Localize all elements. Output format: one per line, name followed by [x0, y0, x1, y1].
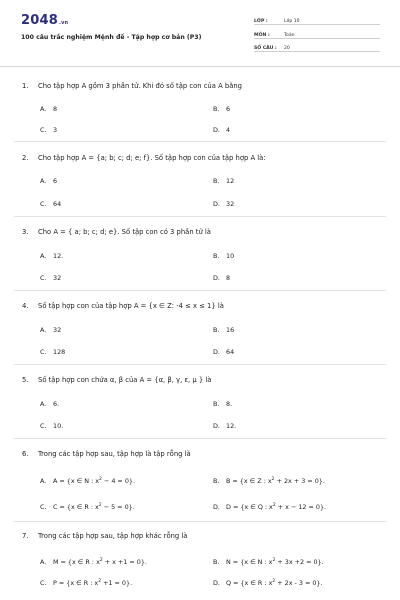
option-c[interactable]: C. 3 [40, 126, 58, 134]
option-c[interactable]: C. C = {x ∈ R : $x^2 - 5 = 0$}. [40, 503, 135, 512]
option-c[interactable]: C. 10. [40, 422, 64, 430]
option-b[interactable]: B. 12 [213, 177, 235, 185]
header-divider [0, 66, 400, 67]
option-d[interactable]: D. D = {x ∈ Q : $x^2 + x - 12 = 0$}. [213, 503, 327, 512]
question-text: 5. Số tập hợp con chứa α, β của A = {α, β, γ, ε, μ } là [22, 376, 212, 384]
option-d[interactable]: D. 8 [213, 274, 231, 282]
meta-row-socau: SỐ CÂU : 20 [254, 41, 380, 52]
meta-row-lop: LỚP : Lớp 10 [254, 14, 380, 25]
option-a[interactable]: A. 6 [40, 177, 58, 185]
document-meta [254, 14, 380, 55]
option-b[interactable]: B. 8. [213, 400, 233, 408]
question-divider [14, 141, 386, 142]
option-b[interactable]: B. N = {x ∈ N : $x^2 + 3x +2 = 0$}. [213, 558, 324, 567]
question-divider [14, 364, 386, 365]
meta-row-mon: MÔN : Toán [254, 28, 380, 39]
option-d[interactable]: D. Q = {x ∈ R : $x^2 + 2x - 3 = 0$}. [213, 579, 323, 588]
option-d[interactable]: D. 32 [213, 200, 235, 208]
option-a[interactable]: A. 6. [40, 400, 60, 408]
option-a[interactable]: A. 12. [40, 252, 64, 260]
question-text: 6. Trong các tập hợp sau, tập hợp là tập rỗng là [22, 450, 191, 458]
question-divider [14, 521, 386, 522]
document-title: 100 câu trắc nghiệm Mệnh đề - Tập hợp cơ bản (P3) [21, 34, 202, 41]
site-logo[interactable]: 2048.vn [21, 13, 69, 28]
question-text: 4. Số tập hợp con của tập hợp A = {x ∈ Z: -4 ≤ x ≤ 1} là [22, 302, 224, 310]
option-c[interactable]: C. P = {x ∈ R : $x^2 +1 = 0$}. [40, 579, 133, 588]
document-header [0, 0, 400, 64]
question-divider [14, 438, 386, 439]
question-divider [14, 216, 386, 217]
option-c[interactable]: C. 32 [40, 274, 62, 282]
option-d[interactable]: D. 12. [213, 422, 237, 430]
option-b[interactable]: B. 6 [213, 105, 231, 113]
option-a[interactable]: A. 32 [40, 326, 62, 334]
question-text: 1. Cho tập hợp A gồm 3 phần tử. Khi đó số tập con của A bằng [22, 82, 242, 90]
option-a[interactable]: A. M = {x ∈ R : $x^2 + x +1 = 0$}. [40, 558, 147, 567]
option-b[interactable]: B. B = {x ∈ Z : $x^2 + 2x + 3 = 0$}. [213, 477, 325, 486]
option-d[interactable]: D. 64 [213, 348, 235, 356]
option-c[interactable]: C. 128 [40, 348, 66, 356]
option-c[interactable]: C. 64 [40, 200, 62, 208]
option-a[interactable]: A. 8 [40, 105, 58, 113]
option-a[interactable]: A. A = {x ∈ N : $x^2 - 4 = 0$}. [40, 477, 135, 486]
option-d[interactable]: D. 4 [213, 126, 231, 134]
question-text: 2. Cho tập hợp A = {a; b; c; d; e; f}. Số tập hợp con của tập hợp A là: [22, 154, 266, 162]
option-b[interactable]: B. 16 [213, 326, 235, 334]
question-text: 3. Cho A = { a; b; c; d; e}. Số tập con có 3 phần tử là [22, 228, 211, 236]
question-divider [14, 290, 386, 291]
question-text: 7. Trong các tập hợp sau, tập hợp khác rỗng là [22, 532, 188, 540]
option-b[interactable]: B. 10 [213, 252, 235, 260]
